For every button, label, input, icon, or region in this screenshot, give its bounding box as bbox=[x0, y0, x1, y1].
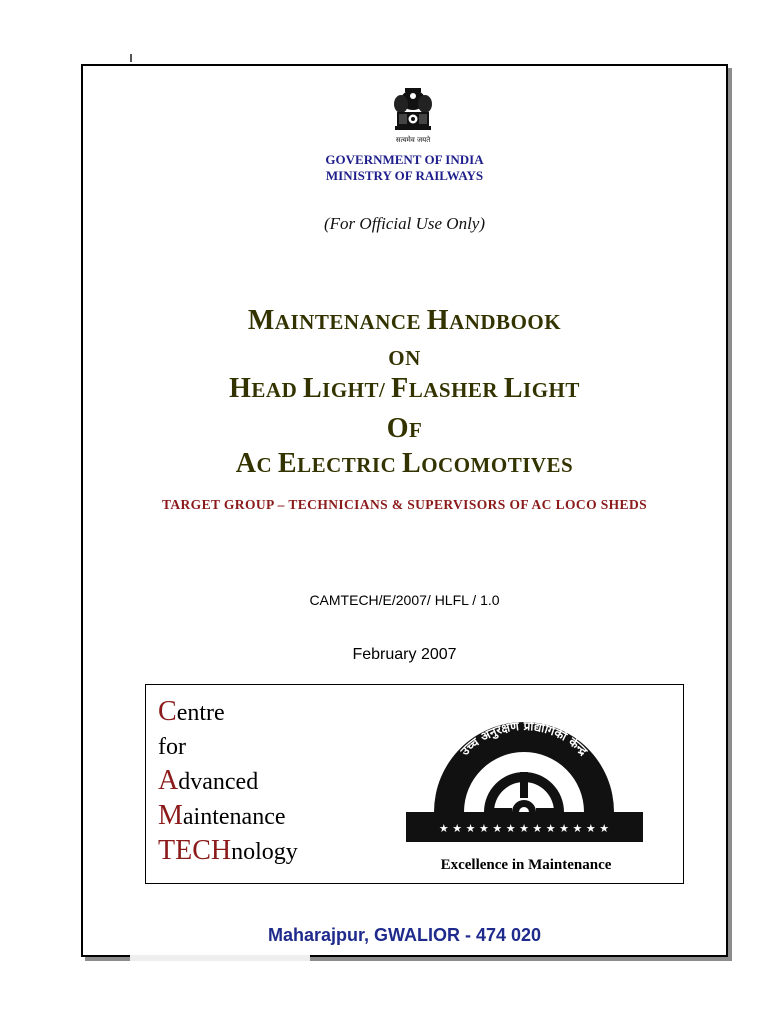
camtech-line-technology: TECHnology bbox=[158, 835, 298, 866]
document-code: CAMTECH/E/2007/ HLFL / 1.0 bbox=[309, 592, 500, 608]
title-line-2: ON bbox=[388, 346, 421, 370]
ministry-heading bbox=[81, 152, 728, 184]
camtech-line-maintenance: Maintenance bbox=[158, 800, 286, 831]
logo-arc-text: उच्च अनुरक्षण प्रौद्योगिकी केन्द्र bbox=[457, 718, 591, 759]
footer-bleed bbox=[130, 955, 310, 961]
address: Maharajpur, GWALIOR - 474 020 bbox=[267, 925, 542, 945]
target-group: TARGET GROUP – TECHNICIANS & SUPERVISORS OF AC LOCO SHEDS bbox=[161, 497, 648, 512]
logo-stars: ★ ★ ★ ★ ★ ★ ★ ★ ★ ★ ★ ★ ★ bbox=[438, 822, 610, 835]
camtech-name bbox=[158, 695, 298, 869]
camtech-line-centre: Centre bbox=[158, 696, 225, 727]
camtech-line-for: for bbox=[158, 734, 186, 760]
gov-line: GOVERNMENT OF INDIA bbox=[325, 152, 484, 167]
official-use-note: (For Official Use Only) bbox=[324, 214, 485, 233]
publication-date: February 2007 bbox=[352, 646, 457, 663]
title-line-1: MAINTENANCE HANDBOOK bbox=[247, 305, 562, 336]
title-line-3: HEAD LIGHT/ FLASHER LIGHT bbox=[229, 373, 580, 404]
emblem-motto: सत्यमेव जयते bbox=[395, 136, 431, 144]
camtech-logo-icon bbox=[406, 716, 643, 842]
page-mark bbox=[130, 54, 132, 62]
camtech-tagline: Excellence in Maintenance bbox=[440, 857, 612, 873]
camtech-box bbox=[145, 684, 684, 884]
camtech-line-advanced: Advanced bbox=[158, 765, 259, 796]
national-emblem-icon bbox=[385, 82, 441, 148]
title-line-4: OF bbox=[386, 413, 423, 444]
title-line-5: AC ELECTRIC LOCOMOTIVES bbox=[235, 448, 574, 479]
ministry-line: MINISTRY OF RAILWAYS bbox=[325, 168, 484, 183]
